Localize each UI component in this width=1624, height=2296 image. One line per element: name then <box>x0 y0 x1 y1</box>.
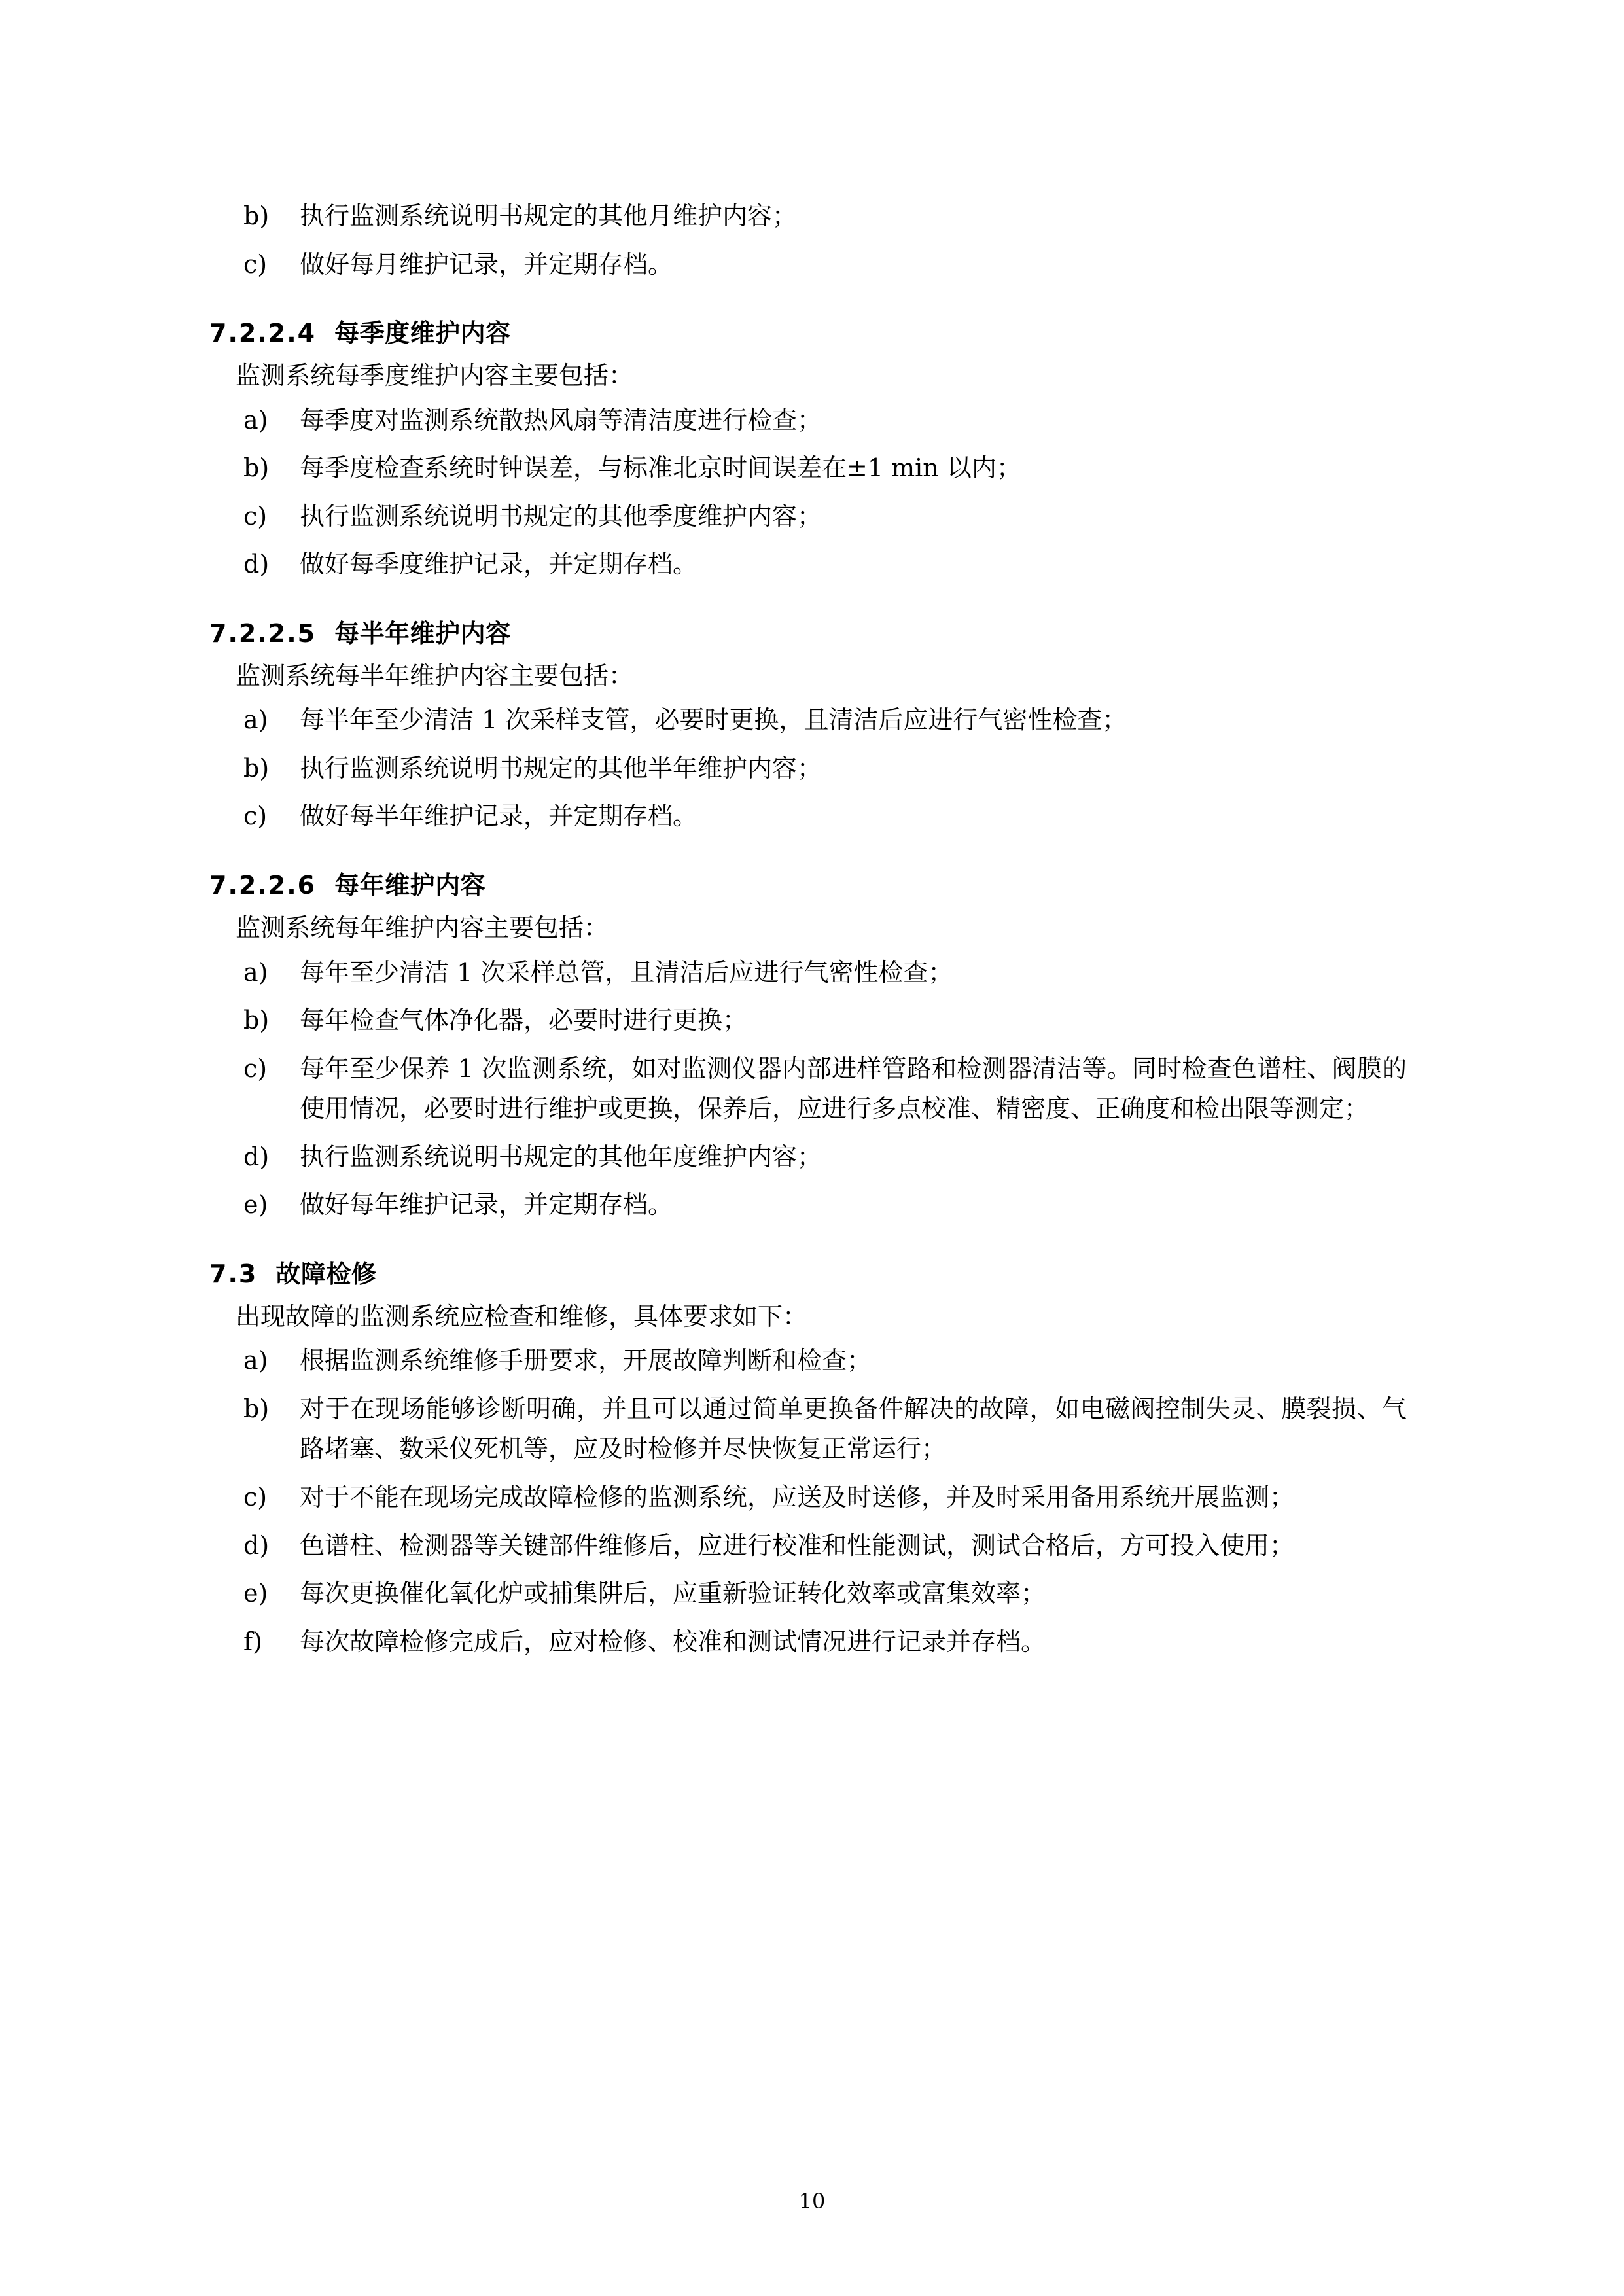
list-item-marker: d) <box>243 1142 270 1171</box>
list-item-marker: a) <box>243 1346 268 1375</box>
heading-number: 7.2.2.6 <box>209 871 317 900</box>
list-item-text: 做好每半年维护记录，并定期存档。 <box>300 802 698 831</box>
list-item-marker: a) <box>243 705 268 735</box>
list-item <box>236 1526 1407 1566</box>
annual-maintenance-list <box>236 953 1407 1226</box>
list-item-marker: e) <box>243 1190 268 1220</box>
list-item-marker: d) <box>243 550 270 579</box>
monthly-maintenance-list <box>236 196 1407 285</box>
list-item <box>236 1477 1407 1518</box>
list-item-text: 执行监测系统说明书规定的其他季度维护内容； <box>300 501 822 531</box>
list-item-marker: c) <box>243 1053 268 1083</box>
list-item-marker: d) <box>243 1530 270 1560</box>
list-item-marker: a) <box>243 957 268 987</box>
list-item-marker: b) <box>243 453 270 483</box>
list-item <box>236 1049 1407 1129</box>
list-item <box>236 448 1407 489</box>
para-quarterly-intro: 监测系统每季度维护内容主要包括： <box>236 361 634 391</box>
page-content <box>209 196 1407 1662</box>
list-item-marker: a) <box>243 405 268 434</box>
heading-number: 7.2.2.5 <box>209 618 317 648</box>
list-item-text: 色谱柱、检测器等关键部件维修后，应进行校准和性能测试，测试合格后，方可投入使用； <box>300 1530 1295 1560</box>
list-item-text: 每年至少清洁 1 次采样总管，且清洁后应进行气密性检查； <box>300 957 953 987</box>
list-item <box>236 700 1407 741</box>
para-semiannual-intro: 监测系统每半年维护内容主要包括： <box>236 661 634 690</box>
list-item-text: 执行监测系统说明书规定的其他半年维护内容； <box>300 753 822 783</box>
para-annual-intro: 监测系统每年维护内容主要包括： <box>236 913 609 943</box>
list-item <box>236 1137 1407 1178</box>
list-item <box>236 953 1407 993</box>
list-item-text: 做好每月维护记录，并定期存档。 <box>300 249 673 279</box>
list-item-marker: b) <box>243 1006 270 1035</box>
list-item-text: 做好每年维护记录，并定期存档。 <box>300 1190 673 1220</box>
list-item-marker: b) <box>243 753 270 783</box>
list-item <box>236 749 1407 789</box>
heading-number: 7.3 <box>209 1259 258 1288</box>
page-number: 10 <box>798 2189 826 2214</box>
list-item <box>236 1000 1407 1041</box>
list-item-marker: c) <box>243 802 268 831</box>
list-item-marker: c) <box>243 1483 268 1512</box>
list-item <box>236 196 1407 237</box>
list-item-text: 每年至少保养 1 次监测系统，如对监测仪器内部进样管路和检测器清洁等。同时检查色谱柱、阀膜的使用情况，必要时进行维护或更换，保养后，应进行多点校准、精密度、正确度和检出限等测定； <box>300 1053 1407 1123</box>
list-item <box>236 497 1407 537</box>
list-item <box>236 1185 1407 1226</box>
para-fault-intro: 出现故障的监测系统应检查和维修，具体要求如下： <box>236 1301 808 1331</box>
list-item-text: 根据监测系统维修手册要求，开展故障判断和检查； <box>300 1346 872 1375</box>
heading-quarterly <box>209 315 1407 352</box>
list-item-marker: b) <box>243 1394 270 1423</box>
heading-text: 每年维护内容 <box>334 871 486 900</box>
heading-text: 每半年维护内容 <box>334 618 511 648</box>
quarterly-maintenance-list <box>236 400 1407 585</box>
heading-text: 每季度维护内容 <box>334 319 511 348</box>
fault-repair-list <box>236 1341 1407 1662</box>
list-item <box>236 1341 1407 1381</box>
list-item-text: 执行监测系统说明书规定的其他年度维护内容； <box>300 1142 822 1171</box>
list-item-text: 执行监测系统说明书规定的其他月维护内容； <box>300 202 798 230</box>
list-item-marker: f) <box>243 1627 262 1656</box>
list-item-text: 每季度检查系统时钟误差，与标准北京时间误差在±1 min 以内； <box>300 453 1021 483</box>
semiannual-maintenance-list <box>236 700 1407 837</box>
list-item <box>236 1574 1407 1614</box>
list-item <box>236 544 1407 585</box>
list-item-marker: c) <box>243 501 268 531</box>
list-item <box>236 400 1407 441</box>
list-item <box>236 1389 1407 1470</box>
list-item-text: 每次更换催化氧化炉或捕集阱后，应重新验证转化效率或富集效率； <box>300 1579 1046 1608</box>
heading-semiannual <box>209 615 1407 652</box>
list-item-text: 每季度对监测系统散热风扇等清洁度进行检查； <box>300 405 822 434</box>
list-item <box>236 796 1407 837</box>
list-item-text: 每半年至少清洁 1 次采样支管，必要时更换，且清洁后应进行气密性检查； <box>300 705 1127 735</box>
list-item <box>236 1622 1407 1663</box>
list-item-text: 每年检查气体净化器，必要时进行更换； <box>300 1006 748 1035</box>
heading-number: 7.2.2.4 <box>209 319 317 348</box>
list-item-text: 对于不能在现场完成故障检修的监测系统，应送及时送修，并及时采用备用系统开展监测； <box>300 1483 1295 1512</box>
list-item-text: 做好每季度维护记录，并定期存档。 <box>300 550 698 579</box>
list-item-marker: b) <box>243 202 270 230</box>
heading-fault-repair <box>209 1256 1407 1293</box>
list-item-text: 每次故障检修完成后，应对检修、校准和测试情况进行记录并存档。 <box>300 1627 1046 1656</box>
list-item-marker: e) <box>243 1579 268 1608</box>
list-item-marker: c) <box>243 249 268 279</box>
list-item <box>236 245 1407 285</box>
heading-annual <box>209 867 1407 904</box>
list-item-text: 对于在现场能够诊断明确，并且可以通过简单更换备件解决的故障，如电磁阀控制失灵、膜裂损、气路堵塞、数采仪死机等，应及时检修并尽快恢复正常运行； <box>300 1394 1407 1464</box>
heading-text: 故障检修 <box>275 1259 377 1288</box>
